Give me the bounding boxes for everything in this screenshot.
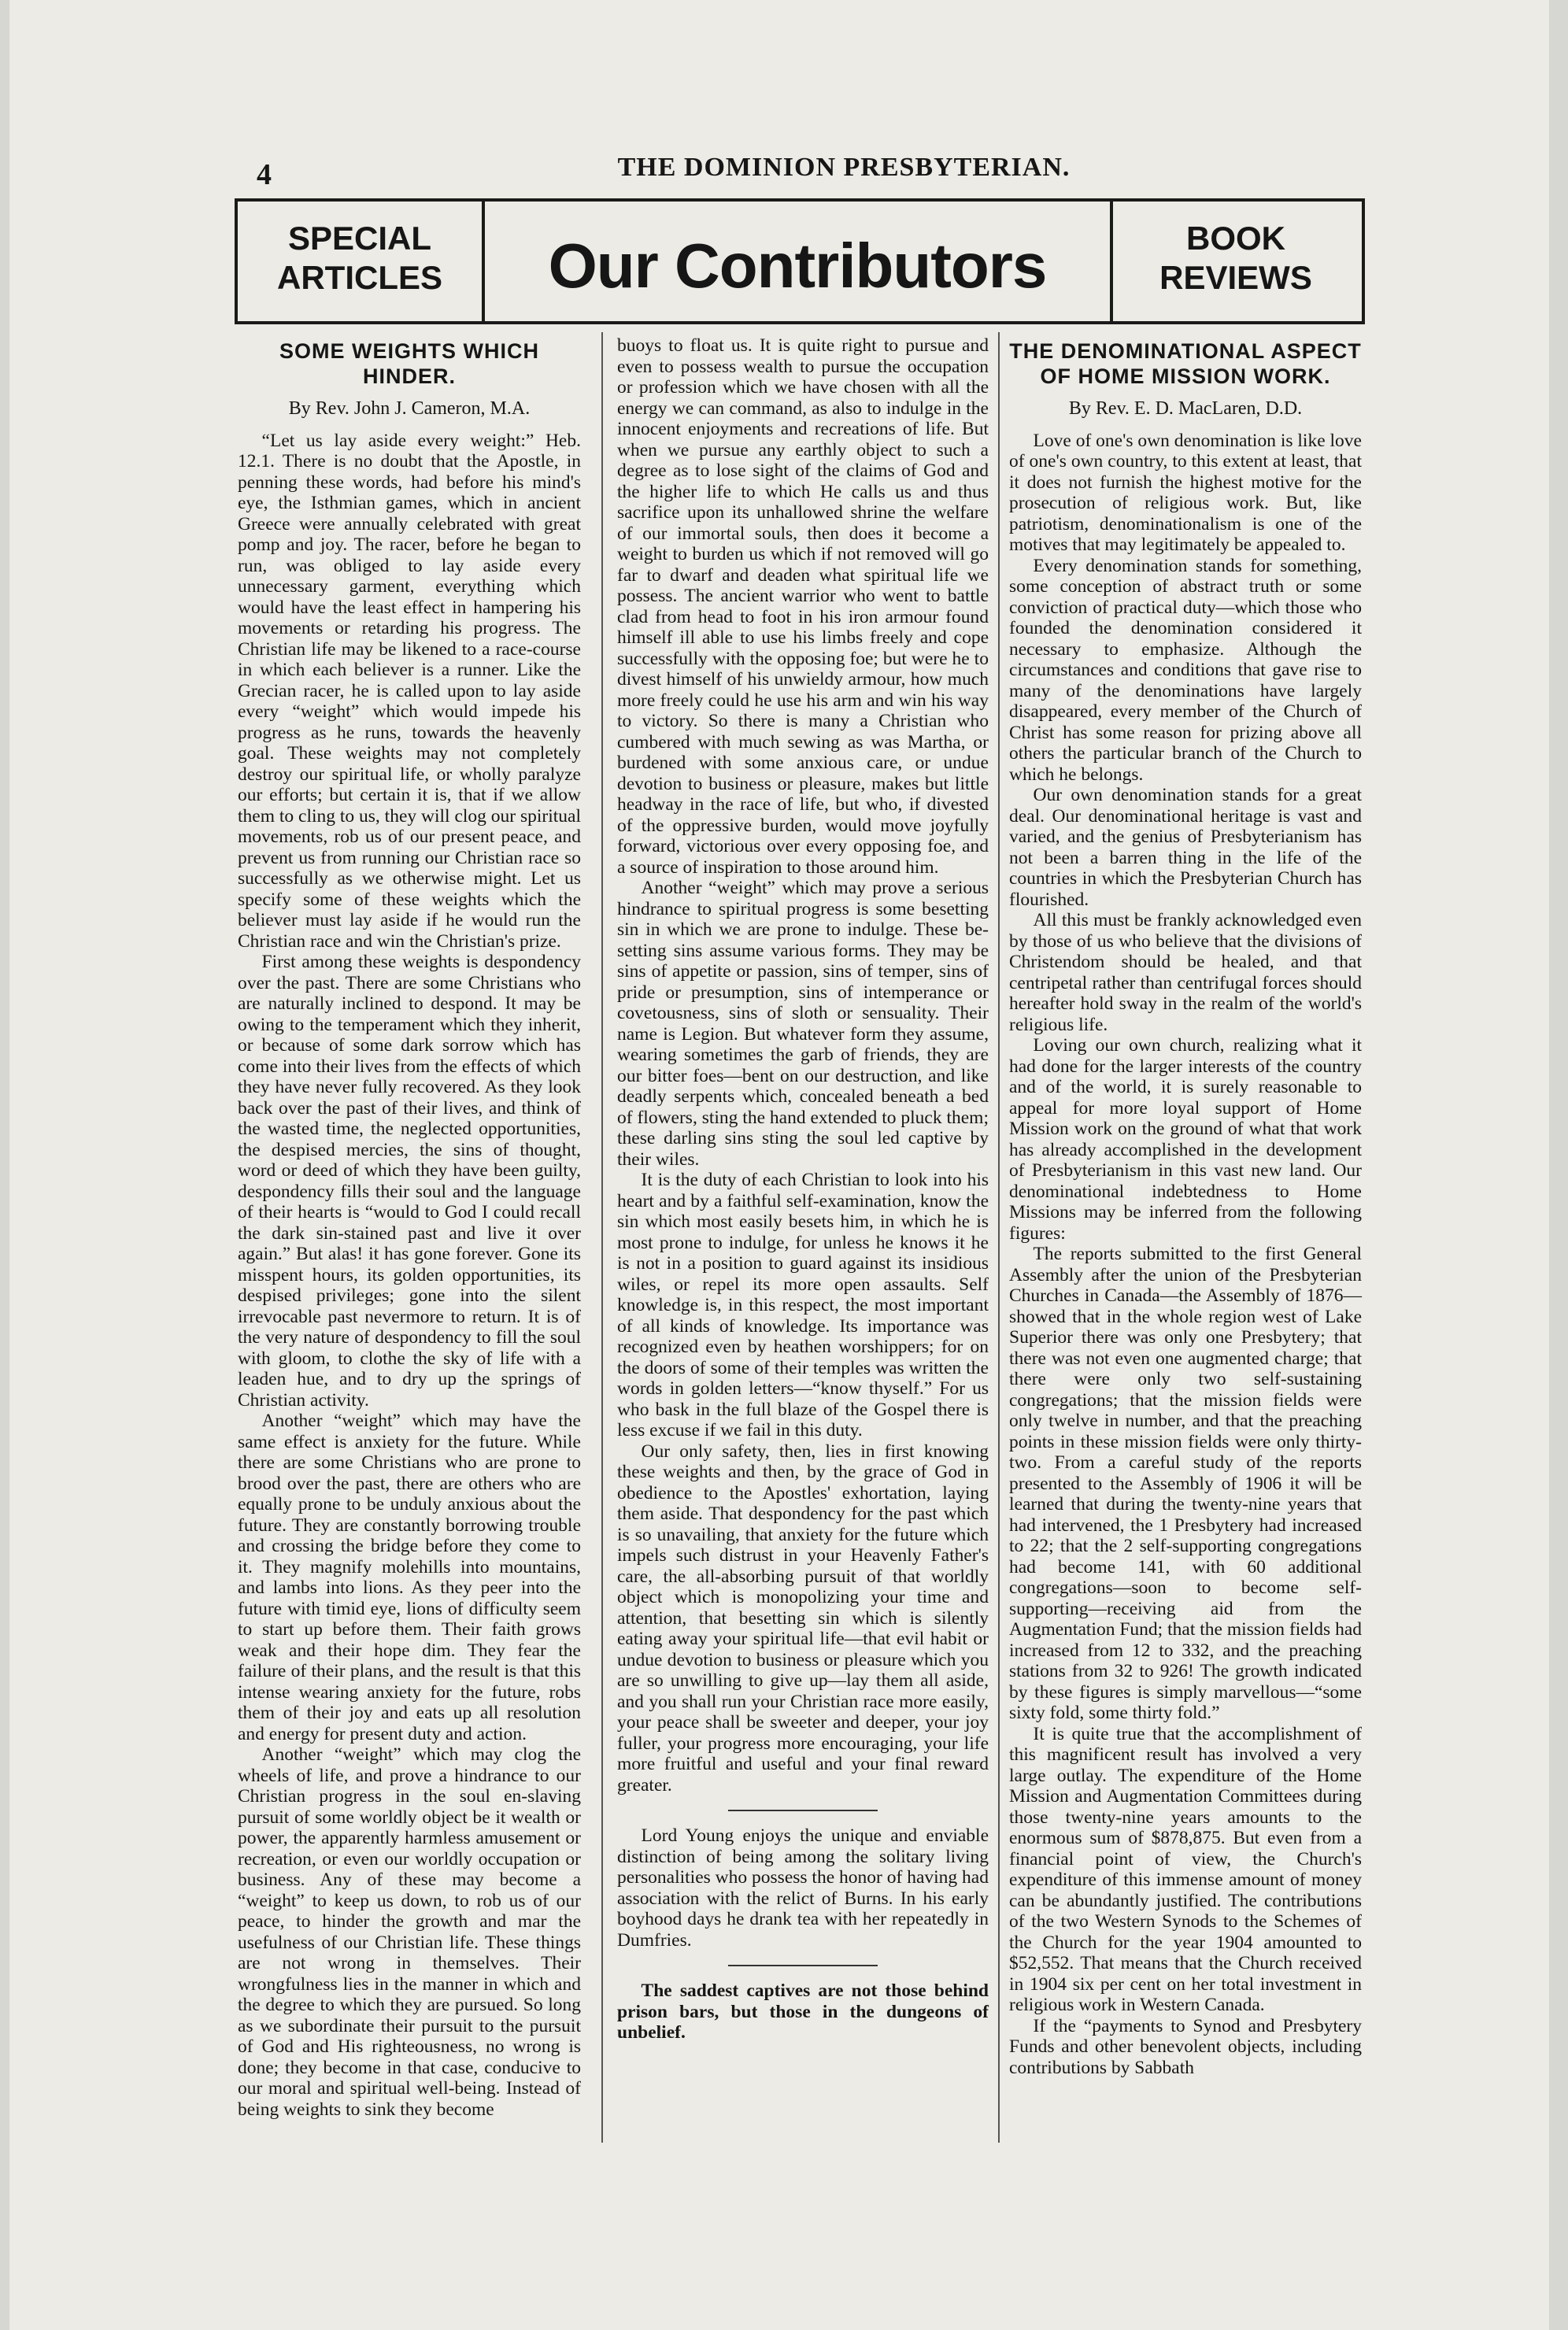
section-banner [235,198,1365,324]
article2-paragraph: Every denomination stands for something, some conception of abstract truth or some conviction of practical duty—which those who founded the denomination considered it necessary to emphasize. Although the circumstances and conditions that gave rise to many of the denominations have largely disappeared, every member of the Church of Christ has some reason for prizing above all others the particular branch of the Church to which he belongs. [1009,555,1362,785]
running-head: THE DOMINION PRESBYTERIAN. [617,153,1071,182]
article1-paragraph: Another “weight” which may clog the wheels of life, and prove a hindrance to our Christian progress in the soul en-slaving pursuit of some worldly object be it wealth or power, the apparently harmless amusement or recreation, or even our worldly occupation or business. Any of these may become a “weight” to keep us down, to rob us of our peace, to hinder the growth and mar the usefulness of our Christian life. These things are not wrong in themselves. Their wrongfulness lies in the manner in which and the degree to which they are pursued. So long as we subordinate their pursuit to the pursuit of God and His righteousness, no wrong is done; they become in that case, conducive to our moral and spiritual well-being. Instead of being weights to sink they become [238,1744,581,2120]
note-lord-young: Lord Young enjoys the unique and enviable distinction of being among the solitary living personalities who possess the honor of having had association with the relict of Burns. In his early boyhood days he drank tea with her repeatedly in Dumfries. [617,1825,989,1951]
note-captives: The saddest captives are not those behind prison bars, but those in the dungeons of unbelief. [617,1980,989,2043]
banner-left-line1: SPECIAL [287,220,432,257]
banner-divider-right [1110,202,1113,321]
article2-paragraph: It is quite true that the accomplishment of this magnificent result has involved a very large outlay. The expenditure of the Home Mission and Augmentation Committees during those twenty-nine years amounts to the enormous sum of $878,875. But even from a financial point of view, the Church's expenditure of this immense amount of money can be abundantly justified. The contributions of the two Western Synods to the Schemes of the Church for the year 1904 amounted to $52,552. That means that the Church received in 1904 six per cent on her total investment in religious work in Western Canada. [1009,1723,1362,2015]
newspaper-page [9,0,1549,2330]
separator-rule [728,1810,878,1811]
article1-byline: By Rev. John J. Cameron, M.A. [288,398,531,419]
banner-right [1126,219,1346,298]
article2-paragraph: Our own denomination stands for a great deal. Our denominational heritage is vast and varied, and the genius of Presbyterianism has not been a barren thing in the life of the countries in which the Presbyterian Church has flourished. [1009,785,1362,910]
article2-paragraph: The reports submitted to the first General Assembly after the union of the Presbyterian Churches in Canada—the Assembly of 1876—showed that in the whole region west of Lake Superior there was only one Presbytery; that there was not even one augmented charge; that there were only two self-sustaining congregations; that the mission fields were only twelve in number, and that the preaching points in these mission fields were only thirty-two. From a careful study of the reports presented to the Assembly of 1906 it will be learned that during the twenty-nine years that had intervened, the 1 Presbytery had increased to 22; that the 2 self-supporting congregations had become 141, with 60 additional congregations—soon to become self-supporting—receiving aid from the Augmentation Fund; that the mission fields had increased from 12 to 332, and the preaching stations from 32 to 926! The growth indicated by these figures is simply marvellous—“some sixty fold, some thirty fold.” [1009,1244,1362,1723]
article1-paragraph: Another “weight” which may prove a serious hindrance to spiritual progress is some besetting sin in which we are prone to indulge. These be-setting sins assume various forms. They may be sins of appetite or passion, sins of temper, sins of pride or presumption, sins of intemperance or covetousness, sins of sloth or sensuality. Their name is Legion. But whatever form they assume, wearing sometimes the garb of friends, they are our bitter foes—bent on our destruction, and like deadly serpents which, concealed beneath a bed of flowers, sting the hand extended to pluck them; these darling sins sting the soul led captive by their wiles. [617,878,989,1170]
column-1 [238,335,581,2120]
banner-right-line2: REVIEWS [1159,259,1312,296]
banner-divider-left [482,202,485,321]
article1-paragraph: Another “weight” which may have the same effect is anxiety for the future. While there are some Christians who are prone to brood over the past, there are others who are equally prone to be unduly anxious about the future. They are constantly borrowing trouble and crossing the bridge before they come to it. They magnify molehills into mountains, and lambs into lions. As they peer into the future with timid eye, lions of difficulty seem to start up before them. Their faith grows weak and their hope dim. They fear the failure of their plans, and the result is that this intense wearing anxiety for the future, robs them of their joy and eats up all resolution and energy for present duty and action. [238,1411,581,1744]
separator-rule [728,1965,878,1966]
article1-continued: buoys to float us. It is quite right to pursue and even to possess wealth to pursue the occupation or profession which we have chosen with all the energy we can command, as also to indulge in the innocent enjoyments and recreations of life. But when we pursue any earthly object to such a degree as to lose sight of the claims of God and the higher life to which He calls us and thus sacrifice upon its unhallowed shrine the welfare of our immortal souls, then does it become a weight to burden us which if not removed will go far to dwarf and deaden what spiritual life we possess. The ancient warrior who went to battle clad from head to foot in his iron armour found himself ill able to use his limbs freely and cope successfully with the opposing foe; but were he to divest himself of his unwieldy armour, how much more freely could he use his arm and win his way to victory. So there is many a Christian who cumbered with much sewing as was Martha, or burdened with some anxious care, or undue devotion to business or pleasure, makes but little headway in the race of life, but who, if divested of the oppressive burden, would move joyfully forward, victorious over every opposing foe, and a source of inspiration to those around him. [617,335,989,878]
article2-paragraph: If the “payments to Synod and Presbytery Funds and other benevolent objects, including contributions by Sabbath [1009,2015,1362,2078]
column-rule-1 [601,332,603,2143]
article1-title: SOME WEIGHTS WHICH HINDER. [279,339,539,388]
article2-paragraph: All this must be frankly acknowledged even by those of us who believe that the divisions of Christendom should be healed, and that centripetal rather than centrifugal forces should hereafter hold sway in the realm of the world's religious life. [1009,910,1362,1035]
article1-paragraph: “Let us lay aside every weight:” Heb. 12.1. There is no doubt that the Apostle, in penning these words, had before his mind's eye, the Isthmian games, which in ancient Greece were annually celebrated with great pomp and joy. The racer, before he began to run, was obliged to lay aside every unnecessary garment, everything which would have the least effect in hampering his movements or retarding his progress. The Christian life may be likened to a race-course in which each believer is a runner. Like the Grecian racer, he is called upon to lay aside every “weight” which would impede his progress as he runs, towards the heavenly goal. These weights may not completely destroy our spiritual life, or wholly paralyze our efforts; but certain it is, that if we allow them to cling to us, they will clog our spiritual movements, rob us of our present peace, and prevent us from running our Christian race so successfully as we otherwise might. Let us specify some of these weights which the believer must lay aside if he would run the Christian race and win the Christian's prize. [238,430,582,952]
article2-byline: By Rev. E. D. MacLaren, D.D. [1068,398,1303,419]
article1-paragraph: Our only safety, then, lies in first knowing these weights and then, by the grace of God in obedience to the Apostles' exhortation, laying them aside. That despondency for the past which is so unavailing, that anxiety for the future which impels such distrust in your Heavenly Father's care, the all-absorbing pursuit of that worldly object which is monopolizing your time and attention, that besetting sin which is silently eating away your spiritual life—that evil habit or undue devotion to business or pleasure which you are so unwilling to give up—lay them all aside, and you shall run your Christian race more easily, your peace shall be sweeter and deeper, your joy fuller, your progress more encouraging, your life more fruitful and useful and your final reward greater. [617,1441,989,1796]
article1-paragraph: It is the duty of each Christian to look into his heart and by a faithful self-examination, know the sin which most easily besets him, in which he is most prone to indulge, for unless he knows it he is not in a position to guard against its insidious wiles, or repel its more open assaults. Self knowledge is, in this respect, the most important of all kinds of knowledge. Its importance was recognized even by heathen worshippers; for on the doors of some of their temples was written the words in golden letters—“know thyself.” For us who bask in the full blaze of the Gospel there is less excuse if we fail in this duty. [617,1170,989,1441]
banner-right-line1: BOOK [1186,220,1285,257]
article1-paragraph: First among these weights is despondency over the past. There are some Christians who are naturally inclined to despond. It may be owing to the temperament which they inherit, or because of some dark sorrow which has come into their lives from the effects of which they have never fully recovered. As they look back over the past of their lives, and think of the wasted time, the neglected opportunities, the despised mercies, the sins of thought, word or deed of which they have been guilty, despondency fills their soul and the language of their hearts is “would to God I could recall the dark sin-stained past and live it over again.” But alas! it has gone forever. Gone its misspent hours, its golden opportunities, its despised privileges; gone into the silent irrevocable past nevermore to return. It is of the very nature of despondency to fill the soul with gloom, to clothe the sky of life with a leaden hue, and to dry up the springs of Christian activity. [238,952,581,1411]
banner-left [253,219,466,298]
column-2 [617,335,989,2043]
article2-title: THE DENOMINATIONAL ASPECT OF HOME MISSION WORK. [1009,339,1362,388]
banner-left-line2: ARTICLES [277,259,442,296]
column-rule-2 [998,332,1000,2143]
article2-paragraph: Loving our own church, realizing what it had done for the larger interests of the country and of the world, it is surely reasonable to appeal for more loyal support of Home Mission work on the ground of what that work has already accomplished in the development of Presbyterianism in this vast new land. Our denominational indebtedness to Home Missions may be inferred from the following figures: [1009,1035,1362,1244]
column-3 [1009,335,1362,2078]
article2-paragraph: Love of one's own denomination is like love of one's own country, to this extent at least, that it does not furnish the highest motive for the prosecution of religious work. But, like patriotism, denominationalism is one of the motives that may legitimately be appealed to. [1009,430,1362,555]
page-number: 4 [257,158,272,191]
banner-title: Our Contributors [548,231,1047,301]
